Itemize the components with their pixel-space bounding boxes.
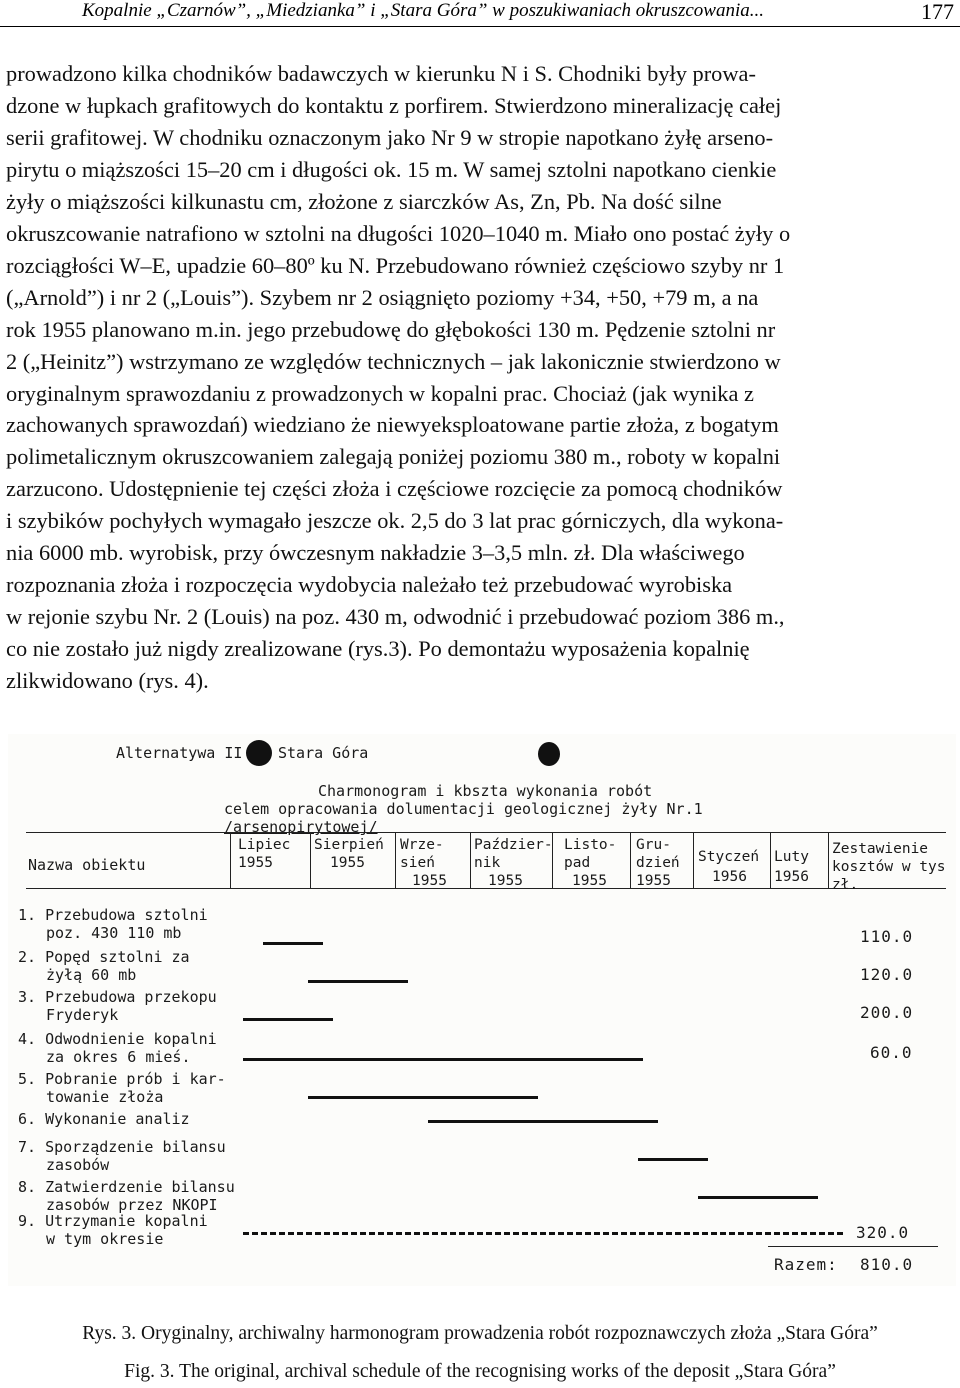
grid-line: [470, 832, 471, 888]
text-line: w rejonie szybu Nr. 2 (Louis) na poz. 430 m, odwodnić i przebudować poziom 386 m.,: [6, 604, 785, 630]
text-line: zachowanych sprawozdań) wiedziano że niewyeksploatowane partie złoża, z bogatym: [6, 412, 779, 438]
month-header: [474, 836, 553, 890]
task-line: 6. Wykonanie analiz: [18, 1110, 190, 1128]
month-line: 1955: [488, 873, 523, 889]
body-paragraph: [6, 58, 956, 697]
task-line: 9. Utrzymanie kopalni: [18, 1212, 208, 1230]
grid-line: [310, 832, 311, 888]
task-line: 7. Sporządzenie bilansu: [18, 1138, 226, 1156]
gantt-bar: [428, 1120, 658, 1123]
cost-value: 200.0: [860, 1003, 914, 1022]
gantt-bar: [263, 942, 323, 945]
month-line: dzień: [636, 855, 680, 871]
grid-line: [828, 832, 829, 888]
cost-value: 320.0: [856, 1223, 910, 1242]
task-line: poz. 430 110 mb: [46, 924, 182, 942]
task-line: 1. Przebudowa sztolni: [18, 906, 208, 924]
cost-header-line: kosztów w tys: [832, 859, 946, 875]
cost-value: 110.0: [860, 927, 914, 946]
task-row: [18, 948, 190, 984]
running-header: [0, 0, 960, 27]
caption-english: Fig. 3. The original, archival schedule of the recognising works of the deposit „Stara Góra”: [124, 1361, 836, 1382]
text-line: 2 („Heinitz”) wstrzymano ze względów technicznych – jak lakonicznie stwierdzono w: [6, 348, 781, 374]
month-line: nik: [474, 855, 501, 871]
month-line: Listo-: [564, 837, 617, 853]
total-value: 810.0: [860, 1255, 914, 1274]
task-row: [18, 906, 208, 942]
month-header: [314, 836, 384, 872]
cost-value: 60.0: [870, 1043, 913, 1062]
month-header: [698, 848, 759, 886]
text-line: żyły o miąższości kilkunastu cm, złożone z siarczków As, Zn, Pb. Na dość silne: [6, 188, 722, 214]
task-line: 5. Pobranie prób i kar-: [18, 1070, 226, 1088]
caption-polish: Rys. 3. Oryginalny, archiwalny harmonogram prowadzenia robót rozpoznawczych złoża „Stara Góra”: [82, 1323, 878, 1344]
grid-line: [770, 832, 771, 888]
text-line: nia 6000 mb. wyrobisk, przy ówczesnym nakładzie 3–3,5 mln. zł. Dla właściwego: [6, 540, 745, 566]
month-line: 1955: [412, 873, 447, 889]
text-line: pirytu o miąższości 15–20 cm i długości ok. 15 m. W samej sztolni napotkano cienkie: [6, 156, 777, 182]
mine-label: Stara Góra: [278, 744, 369, 762]
month-header: [774, 848, 809, 886]
task-row: [18, 988, 217, 1024]
total-rule: [768, 1246, 938, 1247]
month-line: 1956: [712, 869, 747, 885]
cost-value: 120.0: [860, 965, 914, 984]
month-line: sień: [400, 855, 435, 871]
task-row: [18, 1030, 217, 1066]
text-line: rozpoznania złoża i rozpoczęcia wydobycia należało też przebudować wyrobiska: [6, 572, 733, 598]
text-line: okruszcowanie natrafiono w sztolni na długości 1020–1040 m. Miało ono postać żyły o: [6, 220, 791, 246]
task-row: [18, 1212, 208, 1248]
cost-header: [832, 840, 946, 894]
gantt-bar: [308, 980, 408, 983]
running-title: Kopalnie „Czarnów”, „Miedzianka” i „Stara Góra” w poszukiwaniach okruszcowania...: [82, 0, 764, 21]
month-line: 1956: [774, 869, 809, 885]
text-line: co nie zostało już nigdy zrealizowane (rys.3). Po demontażu wyposażenia kopalnię: [6, 636, 750, 662]
month-line: Wrze-: [400, 837, 444, 853]
text-line: oryginalnym sprawozdaniu z prowadzonych w kopalni prac. Chociaż (jak wynika z: [6, 380, 754, 406]
month-line: Paździer-: [474, 837, 553, 853]
column-header-name: Nazwa obiektu: [28, 856, 146, 874]
month-line: 1955: [572, 873, 607, 889]
month-header: [564, 836, 616, 890]
gantt-bar: [243, 1058, 643, 1061]
task-line: 2. Popęd sztolni za: [18, 948, 190, 966]
month-line: 1955: [636, 873, 671, 889]
task-line: zasobów: [46, 1156, 110, 1174]
month-line: 1955: [238, 855, 273, 871]
task-line: żyłą 60 mb: [46, 966, 137, 984]
gantt-bar: [308, 1096, 538, 1099]
month-line: pad: [564, 855, 591, 871]
text-line: polimetalicznym okruszcowaniem zalegają poniżej poziomu 380 m., roboty w kopalni: [6, 444, 781, 470]
ink-blot: [246, 740, 272, 766]
figure-title-line2: celem opracowania dolumentacji geologicznej żyły Nr.1: [224, 800, 703, 818]
task-line: towanie złoża: [46, 1088, 164, 1106]
task-line: w tym okresie: [46, 1230, 164, 1248]
text-line-last: zlikwidowano (rys. 4).: [6, 668, 209, 694]
total-label: Razem:: [774, 1255, 838, 1274]
month-line: Styczeń: [698, 849, 760, 865]
task-line: 4. Odwodnienie kopalni: [18, 1030, 217, 1048]
task-row: [18, 1110, 190, 1128]
task-line: 3. Przebudowa przekopu: [18, 988, 217, 1006]
task-row: [18, 1138, 226, 1174]
grid-line: [630, 832, 631, 888]
cost-header-line: Zestawienie: [832, 841, 929, 857]
task-line: zasobów przez NKOPI: [46, 1196, 218, 1214]
text-line: („Arnold”) i nr 2 („Louis”). Szybem nr 2 osiągnięto poziomy +34, +50, +79 m, a na: [6, 284, 759, 310]
grid-line: [230, 832, 231, 888]
month-line: Lipiec: [238, 837, 291, 853]
month-line: Luty: [774, 849, 809, 865]
text-line: rozciągłości W–E, upadzie 60–80º ku N. Przebudowano również częściowo szyby nr 1: [6, 252, 785, 278]
text-line: rok 1955 planowano m.in. jego przebudowę do głębokości 130 m. Pędzenie sztolni nr: [6, 316, 776, 342]
grid-line: [693, 832, 694, 888]
text-line: serii grafitowej. W chodniku oznaczonym jako Nr 9 w stropie napotkano żyłę arseno-: [6, 124, 774, 150]
figure-title-line3: /arsenopirytowej/: [224, 818, 378, 836]
text-line: prowadzono kilka chodników badawczych w kierunku N i S. Chodniki były prowa-: [6, 61, 756, 86]
page-number: 177: [921, 0, 954, 24]
task-row: [18, 1178, 235, 1214]
text-line: dzone w łupkach grafitowych do kontaktu z porfirem. Stwierdzono mineralizację całej: [6, 92, 782, 118]
text-line: i szybików pochyłych wymagało jeszcze ok. 2,5 do 3 lat prac górniczych, dla wykona-: [6, 508, 784, 534]
grid-line: [395, 832, 396, 888]
month-header: [400, 836, 447, 890]
gantt-bar: [243, 1232, 843, 1235]
grid-line: [26, 832, 946, 833]
month-header: [636, 836, 680, 890]
month-line: Sierpień: [314, 837, 384, 853]
ink-blot: [538, 742, 560, 766]
task-line: 8. Zatwierdzenie bilansu: [18, 1178, 235, 1196]
gantt-bar: [638, 1158, 708, 1161]
alternative-label: Alternatywa II: [116, 744, 243, 762]
task-line: za okres 6 mieś.: [46, 1048, 191, 1066]
task-line: Fryderyk: [46, 1006, 119, 1024]
task-row: [18, 1070, 226, 1106]
text-line: zarzucono. Udostępnienie tej części złoża i częściowe rozcięcie za pomocą chodników: [6, 476, 783, 502]
cost-header-line: zł.: [832, 877, 859, 893]
month-line: Gru-: [636, 837, 671, 853]
gantt-bar: [698, 1196, 818, 1199]
month-header: [238, 836, 290, 872]
month-line: 1955: [330, 855, 365, 871]
gantt-bar: [243, 1018, 333, 1021]
figure-title-line1: Charmonogram i kbszta wykonania robót: [318, 782, 653, 800]
archival-schedule-figure: [8, 734, 956, 1286]
